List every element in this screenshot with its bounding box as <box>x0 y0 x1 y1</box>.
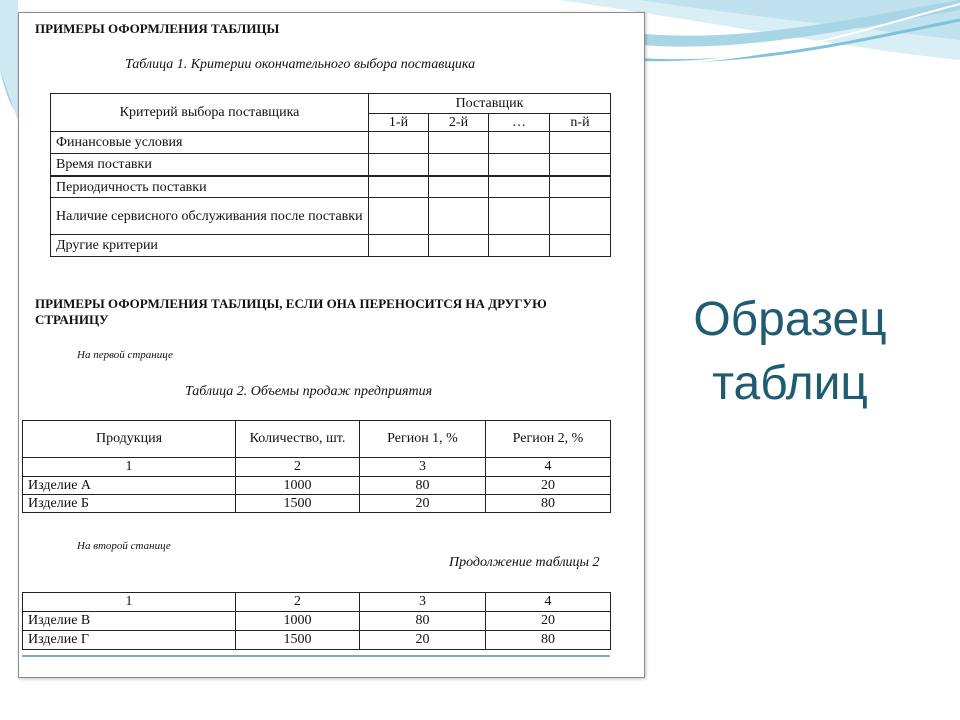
criterion-cell: Время поставки <box>51 154 369 177</box>
criterion-cell: Периодичность поставки <box>51 176 369 198</box>
slide-title: Образец таблиц <box>693 293 887 410</box>
region1-cell: 20 <box>360 495 486 513</box>
supplier-col-2: 2-й <box>429 114 489 132</box>
table-bottom-line <box>22 655 610 657</box>
table-row <box>51 235 611 257</box>
quantity-cell: 1000 <box>236 477 360 495</box>
region1-cell: 80 <box>360 477 486 495</box>
table-row <box>51 132 611 154</box>
column-number: 2 <box>236 458 360 477</box>
second-page-note: На второй станице <box>77 540 171 552</box>
table-row <box>23 458 611 477</box>
first-page-note: На первой странице <box>77 349 173 361</box>
table-row <box>23 593 611 612</box>
region2-cell: 20 <box>486 612 611 631</box>
column-number: 3 <box>360 593 486 612</box>
region2-cell: 20 <box>486 477 611 495</box>
sales-volume-table-continued <box>22 592 611 650</box>
continuation-caption: Продолжение таблицы 2 <box>449 555 600 570</box>
column-number: 1 <box>23 458 236 477</box>
product-cell: Изделие Г <box>23 631 236 650</box>
heading-table-examples: ПРИМЕРЫ ОФОРМЛЕНИЯ ТАБЛИЦЫ <box>35 21 280 36</box>
table-row <box>23 612 611 631</box>
criterion-cell: Наличие сервисного обслуживания после поставки <box>51 198 369 235</box>
table-row <box>51 176 611 198</box>
quantity-header: Количество, шт. <box>236 421 360 458</box>
region1-cell: 80 <box>360 612 486 631</box>
product-cell: Изделие Б <box>23 495 236 513</box>
heading-continued-table: ПРИМЕРЫ ОФОРМЛЕНИЯ ТАБЛИЦЫ, ЕСЛИ ОНА ПЕРЕНОСИТСЯ НА ДРУГУЮ СТРАНИЦУ <box>35 296 547 327</box>
supplier-col-ellipsis: … <box>489 114 550 132</box>
criterion-cell: Финансовые условия <box>51 132 369 154</box>
table-row <box>51 198 611 235</box>
column-number: 3 <box>360 458 486 477</box>
table-row <box>51 154 611 177</box>
column-number: 2 <box>236 593 360 612</box>
region1-header: Регион 1, % <box>360 421 486 458</box>
table-row <box>23 477 611 495</box>
table2-caption: Таблица 2. Объемы продаж предприятия <box>185 384 433 399</box>
quantity-cell: 1500 <box>236 495 360 513</box>
table-row <box>23 495 611 513</box>
column-number: 4 <box>486 593 611 612</box>
criterion-cell: Другие критерии <box>51 235 369 257</box>
quantity-cell: 1000 <box>236 612 360 631</box>
region2-cell: 80 <box>486 495 611 513</box>
product-cell: Изделие В <box>23 612 236 631</box>
region2-header: Регион 2, % <box>486 421 611 458</box>
table-row <box>23 631 611 650</box>
criterion-header: Критерий выбора поставщика <box>51 94 369 132</box>
supplier-col-1: 1-й <box>369 114 429 132</box>
region2-cell: 80 <box>486 631 611 650</box>
document-page <box>18 12 645 678</box>
supplier-col-n: n-й <box>550 114 611 132</box>
supplier-criteria-table <box>50 93 611 257</box>
quantity-cell: 1500 <box>236 631 360 650</box>
region1-cell: 20 <box>360 631 486 650</box>
column-number: 4 <box>486 458 611 477</box>
table1-caption: Таблица 1. Критерии окончательного выбора поставщика <box>125 57 476 72</box>
supplier-header: Поставщик <box>369 94 611 114</box>
column-number: 1 <box>23 593 236 612</box>
product-header: Продукция <box>23 421 236 458</box>
product-cell: Изделие А <box>23 477 236 495</box>
sales-volume-table <box>22 420 611 513</box>
